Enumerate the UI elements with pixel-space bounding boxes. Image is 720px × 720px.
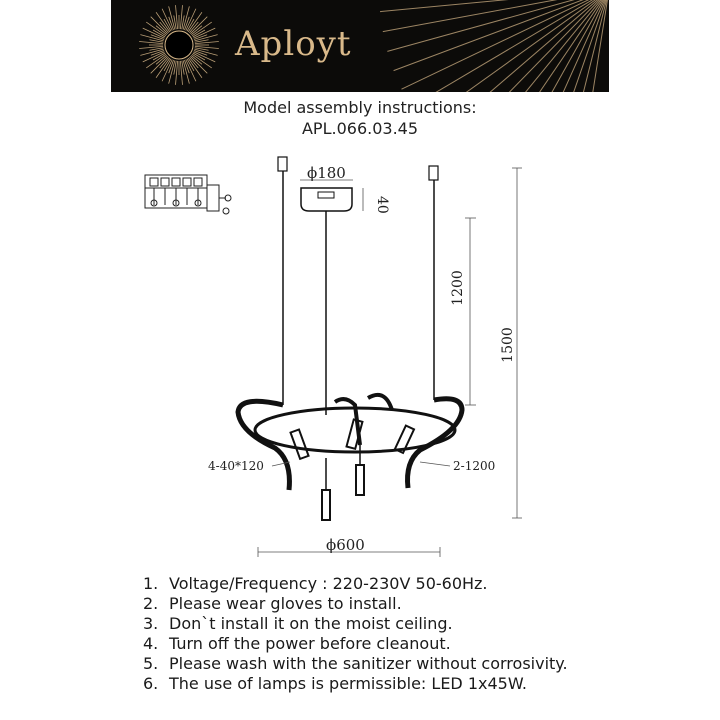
canopy-height-label: 40 — [374, 196, 390, 214]
chandelier-drawing — [238, 157, 462, 520]
ring-diameter-label: ϕ600 — [326, 536, 365, 554]
spot-size-label: 4-40*120 — [208, 459, 264, 473]
cable-length-label: 1200 — [450, 270, 466, 306]
ring-spec-label: 2-1200 — [453, 459, 496, 473]
terminal-block-icon — [145, 175, 231, 214]
dimension-lines — [258, 168, 522, 557]
total-height-label: 1500 — [500, 327, 516, 363]
instruction-item: 6. The use of lamps is permissible: LED 1x45W. — [143, 674, 527, 693]
model-number: APL.066.03.45 — [301, 119, 419, 138]
instruction-item: 2. Please wear gloves to install. — [143, 594, 402, 613]
canopy-diameter-label: ϕ180 — [307, 164, 346, 182]
technical-drawing — [0, 150, 720, 570]
instruction-item: 5. Please wash with the sanitizer without corrosivity. — [143, 654, 568, 673]
brand-name: Aployt — [235, 24, 352, 64]
instruction-item: 4. Turn off the power before cleanout. — [143, 634, 451, 653]
instruction-item: 1. Voltage/Frequency : 220-230V 50-60Hz. — [143, 574, 488, 593]
page-title: Model assembly instructions: — [243, 98, 477, 117]
brand-banner — [111, 0, 609, 92]
instruction-item: 3. Don`t install it on the moist ceiling. — [143, 614, 453, 633]
instructions-list — [143, 574, 568, 694]
sunburst-logo-icon — [111, 0, 609, 92]
